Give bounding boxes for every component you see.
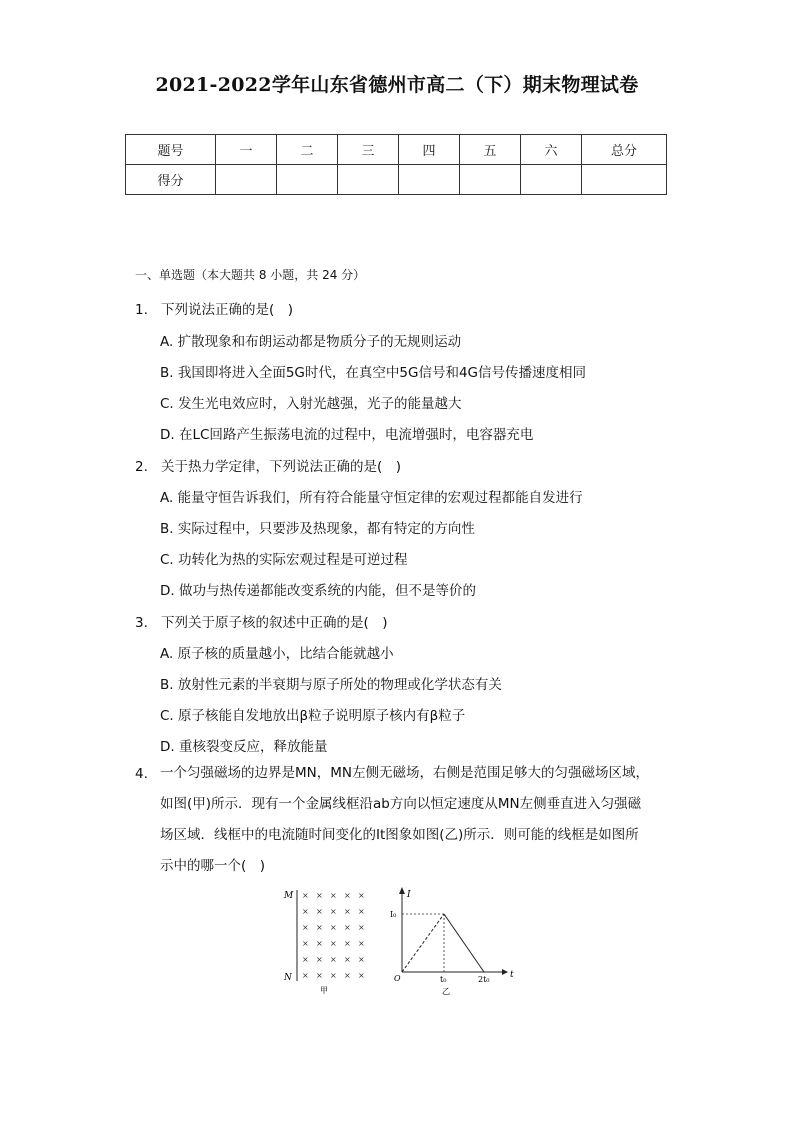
header-cell: 总分 — [582, 135, 667, 165]
t0-label: t₀ — [440, 975, 447, 984]
question-text: 下列说法正确的是( ) — [161, 302, 294, 318]
header-cell: 二 — [277, 135, 338, 165]
field-cross: × — [344, 939, 351, 948]
option: D. 做功与热传递都能改变系统的内能，但不是等价的 — [160, 583, 476, 599]
option: B. 实际过程中，只要涉及热现象，都有特定的方向性 — [160, 521, 475, 537]
field-cross: × — [358, 891, 365, 900]
question-4-text — [160, 758, 665, 882]
caption-jia: 甲 — [320, 986, 328, 995]
score-cell — [399, 165, 460, 195]
header-cell: 题号 — [126, 135, 216, 165]
option: D. 在LC回路产生振荡电流的过程中，电流增强时，电容器充电 — [160, 427, 534, 443]
i-axis-label: I — [407, 890, 411, 900]
question-4-line: 场区域．线框中的电流随时间变化的It图象如图(乙)所示．则可能的线框是如图所 — [160, 827, 639, 843]
i0-label: I₀ — [390, 910, 397, 919]
option: C. 功转化为热的实际宏观过程是可逆过程 — [160, 552, 408, 568]
question-number: 3. — [135, 615, 148, 631]
field-cross: × — [302, 939, 309, 948]
score-table — [125, 134, 667, 195]
falling-current-line — [444, 914, 484, 972]
t-axis-arrow — [502, 969, 508, 975]
score-cell — [460, 165, 521, 195]
option: C. 发生光电效应时，入射光越强，光子的能量越大 — [160, 396, 462, 412]
question-4-number — [135, 766, 161, 782]
field-cross: × — [330, 955, 337, 964]
header-cell: 六 — [521, 135, 582, 165]
field-crosses — [302, 891, 365, 980]
question-4-figures — [280, 882, 520, 997]
field-cross: × — [330, 939, 337, 948]
option: C. 原子核能自发地放出β粒子说明原子核内有β粒子 — [160, 708, 466, 724]
field-cross: × — [302, 955, 309, 964]
section-heading: 一、单选题（本大题共 8 小题，共 24 分） — [135, 268, 366, 282]
question-4-line: 一个匀强磁场的边界是MN，MN左侧无磁场，右侧是范围足够大的匀强磁场区域， — [160, 765, 649, 781]
question-2-stem — [135, 455, 401, 475]
question-4-line: 如图(甲)所示．现有一个金属线框沿ab方向以恒定速度从MN左侧垂直进入匀强磁 — [160, 796, 642, 812]
field-cross: × — [344, 923, 351, 932]
field-cross: × — [330, 971, 337, 980]
field-cross: × — [316, 939, 323, 948]
score-table-header-row — [126, 135, 667, 165]
header-cell: 三 — [338, 135, 399, 165]
t-axis-label: t — [510, 970, 514, 980]
field-cross: × — [316, 955, 323, 964]
option: A. 扩散现象和布朗运动都是物质分子的无规则运动 — [160, 334, 462, 350]
2t0-label: 2t₀ — [478, 975, 490, 984]
field-cross: × — [316, 971, 323, 980]
option: B. 我国即将进入全面5G时代，在真空中5G信号和4G信号传播速度相同 — [160, 365, 586, 381]
field-cross: × — [330, 923, 337, 932]
field-cross: × — [316, 907, 323, 916]
field-cross: × — [302, 971, 309, 980]
question-text: 下列关于原子核的叙述中正确的是( ) — [161, 615, 388, 631]
header-cell: 一 — [216, 135, 277, 165]
field-cross: × — [358, 907, 365, 916]
field-cross: × — [330, 891, 337, 900]
score-cell — [216, 165, 277, 195]
field-cross: × — [358, 955, 365, 964]
question-3-stem — [135, 611, 388, 631]
field-cross: × — [358, 939, 365, 948]
field-cross: × — [302, 891, 309, 900]
question-4-line: 示中的哪一个( ) — [160, 858, 266, 874]
field-cross: × — [316, 891, 323, 900]
field-cross: × — [344, 891, 351, 900]
label-m: M — [284, 891, 294, 901]
label-n: N — [284, 973, 292, 983]
figure-yi — [390, 887, 514, 996]
field-cross: × — [344, 907, 351, 916]
option: A. 能量守恒告诉我们，所有符合能量守恒定律的宏观过程都能自发进行 — [160, 490, 583, 506]
score-cell — [521, 165, 582, 195]
option: D. 重核裂变反应，释放能量 — [160, 739, 328, 755]
i-axis-arrow — [399, 887, 405, 894]
field-cross: × — [344, 971, 351, 980]
header-cell: 五 — [460, 135, 521, 165]
score-cell — [338, 165, 399, 195]
field-cross: × — [302, 923, 309, 932]
field-cross: × — [302, 907, 309, 916]
score-cell — [277, 165, 338, 195]
option: A. 原子核的质量越小，比结合能就越小 — [160, 646, 394, 662]
origin-label: O — [394, 974, 401, 983]
question-number: 2. — [135, 459, 148, 475]
caption-yi: 乙 — [442, 987, 450, 996]
field-cross: × — [358, 923, 365, 932]
score-cell — [582, 165, 667, 195]
field-cross: × — [316, 923, 323, 932]
question-1-stem — [135, 298, 293, 318]
question-number: 1. — [135, 302, 148, 318]
question-number: 4. — [135, 766, 148, 782]
page-title: 2021-2022学年山东省德州市高二（下）期末物理试卷 — [155, 74, 639, 96]
score-row-label: 得分 — [126, 165, 216, 195]
score-table-score-row — [126, 165, 667, 195]
question-text: 关于热力学定律，下列说法正确的是( ) — [161, 459, 402, 475]
rising-current-line — [402, 914, 444, 972]
field-cross: × — [344, 955, 351, 964]
option: B. 放射性元素的半衰期与原子所处的物理或化学状态有关 — [160, 677, 502, 693]
field-cross: × — [330, 907, 337, 916]
field-cross: × — [358, 971, 365, 980]
header-cell: 四 — [399, 135, 460, 165]
figure-jia — [283, 890, 365, 995]
